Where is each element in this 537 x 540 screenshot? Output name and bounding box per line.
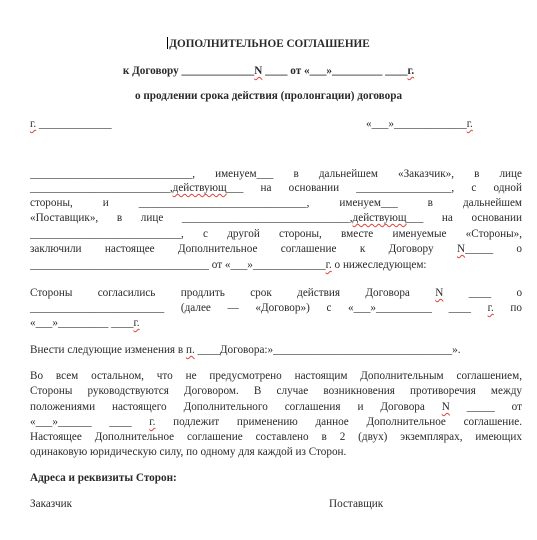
document-subtitle: к Договору _____________N ____ от «___»_________ ____г. [122, 65, 415, 77]
p1-line-5: ___________________________, с другой стороны, вместе именуемые «Стороны», [30, 228, 522, 240]
p4-line-2: Стороны руководствуются Договором. В случае возникновения противоречия между [30, 385, 522, 397]
p4-line-1: Во всем остальном, что не предусмотрено настоящим Дополнительным соглашением, [30, 370, 522, 382]
document-title: ДОПОЛНИТЕЛЬНОЕ СОГЛАШЕНИЕ [169, 38, 370, 50]
p4-line-5: Настоящее Дополнительное соглашение составлено в 2 (двух) экземплярах, имеющих [30, 431, 522, 443]
p1-line-3: стороны, и ______________________________, именуем___ в дальнейшем [30, 197, 522, 209]
p4-line-4: «___»______ ____ г. подлежит применению данное Дополнительное соглашение. [30, 416, 523, 428]
p1-line-7: ________________________________ от «___»_____________г. о нижеследующем: [30, 259, 427, 271]
requisites-heading: Адреса и реквизиты Сторон: [30, 472, 177, 484]
date-field: «___»_____________г. [366, 118, 473, 130]
place-field: г. _____________ [30, 118, 112, 130]
p1-line-4: «Поставщик», в лице ______________________________,действующ___ на основании [30, 212, 522, 224]
p1-line-6: заключили настоящее Дополнительное соглашение к Договору N_____ о [30, 243, 522, 255]
p2-line-2: ________________________ (далее — «Договор») с «___»__________ ____ г. по [30, 302, 522, 314]
document-subject: о продлении срока действия (пролонгации) договора [134, 90, 403, 102]
p4-line-3: положениями настоящего Дополнительного соглашения и Договора N _____ от [30, 401, 523, 413]
p1-line-2: _________________________,действующ___ на основании _________________, с одной [30, 182, 522, 194]
p2-line-3: «___»_________ ____г. [30, 317, 140, 329]
p4-line-6: одинаковую юридическую силу, по одному для каждой из Сторон. [30, 446, 347, 458]
supplier-label: Поставщик [329, 498, 384, 510]
p2-line-1: Стороны согласились продлить срок действия Договора N ____ о [30, 287, 523, 299]
customer-label: Заказчик [30, 498, 73, 510]
p1-line-1: _____________________________, именуем___ в дальнейшем «Заказчик», в лице [30, 168, 522, 180]
p3-line: Внести следующие изменения в п. ____Договора:»________________________________». [30, 344, 461, 356]
